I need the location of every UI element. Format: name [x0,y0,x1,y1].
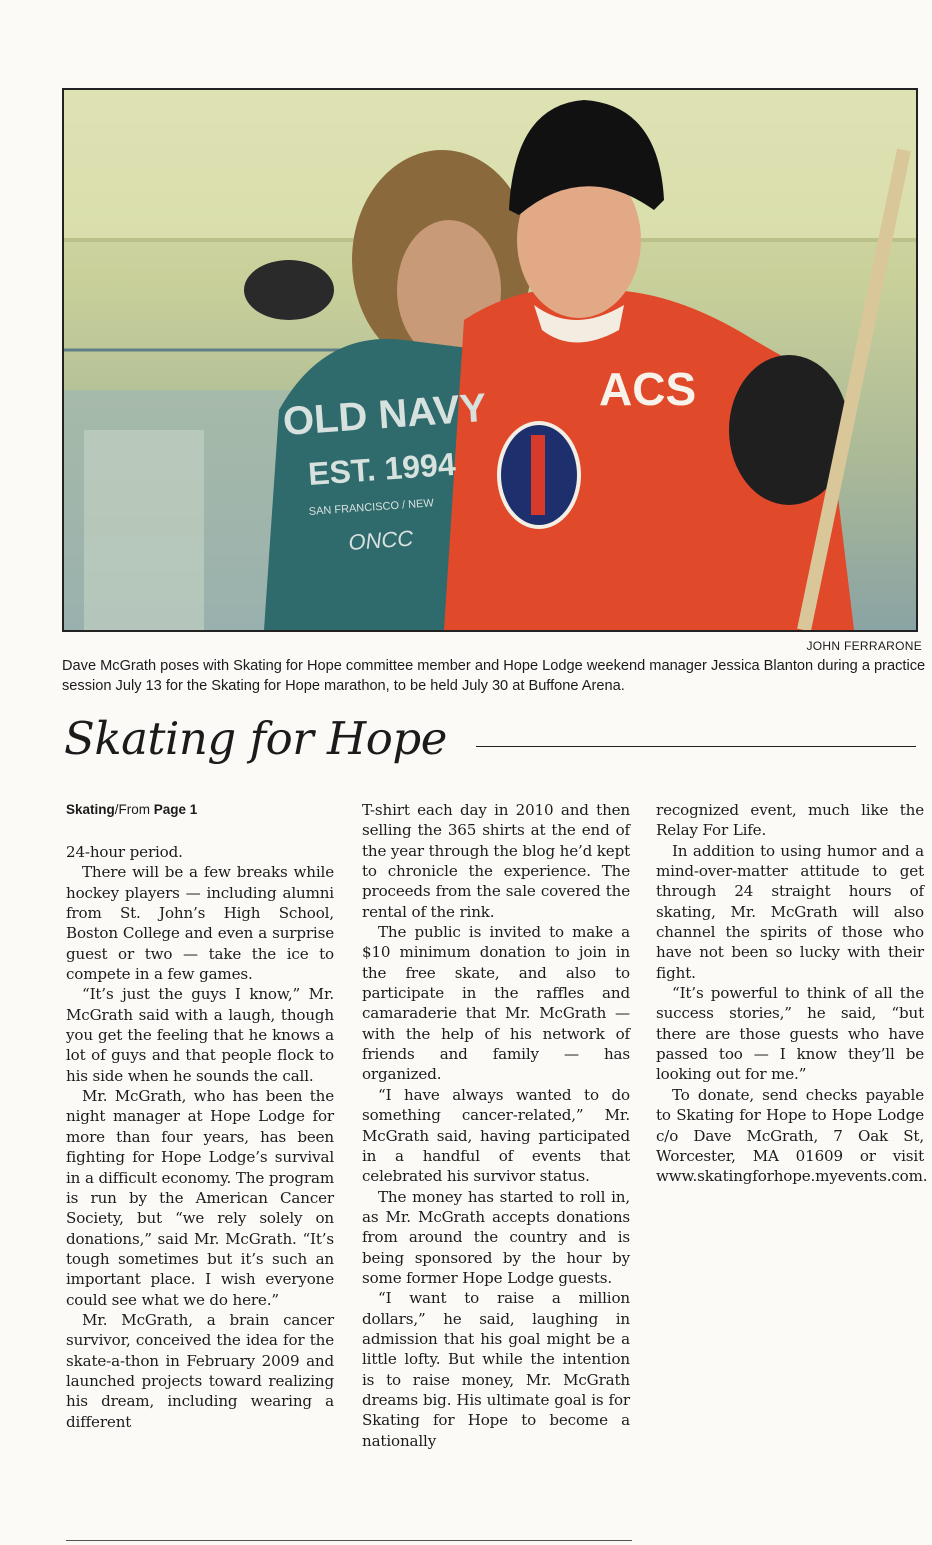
paragraph: “It’s just the guys I know,” Mr. McGrath said with a laugh, though you get the feeling that he knows a lot of guys and that people flock to his side when he sounds the call. [66,985,334,1085]
hoodie-text-city: SAN FRANCISCO / NEW [308,497,435,518]
paragraph: 24-hour period. [66,843,183,861]
article-column-1 [66,842,334,1432]
photo-illustration [64,90,916,630]
headline-rule [476,746,916,747]
hoodie-text-brand: OLD NAVY [281,385,488,444]
paragraph: To donate, send checks payable to Skating for Hope to Hope Lodge c/o Dave McGrath, 7 Oak St, Worcester, MA 01609 or visit www.skatingforhope.myevents.com. [656,1085,928,1186]
paragraph: “I have always wanted to do something cancer-related,” Mr. McGrath said, having participated in a handful of events that celebrated his survivor status. [362,1085,630,1186]
hoodie-text-est: EST. 1994 [306,445,457,492]
paragraph: There will be a few breaks while hockey players — including alumni from St. John’s High School, Boston College and even a surprise guest or two — take the ice to compete in a few games. [66,863,334,984]
jump-from: /From [114,802,154,817]
paragraph: Mr. McGrath, a brain cancer survivor, conceived the idea for the skate-a-thon in February 2009 and launched projects toward realizing his dream, including wearing a different [66,1310,334,1431]
jump-page: Page 1 [153,802,198,817]
paragraph: The money has started to roll in, as Mr. McGrath accepts donations from around the country and is being sponsored by the hour by some former Hope Lodge guests. [362,1187,630,1287]
bottom-rule [66,1540,632,1541]
article-photo [62,88,918,632]
jump-section: Skating [66,802,115,817]
hoodie-text-oncc: ONCC [347,525,414,555]
jump-line [66,802,197,817]
paragraph: Mr. McGrath, who has been the night manager at Hope Lodge for more than four years, has been fighting for Hope Lodge’s survival in a difficult economy. The program is run by the American Cancer Society, but “we rely solely on donations,” said Mr. McGrath. “It’s tough sometimes but it’s such an important place. I wish everyone could see what we do here.” [66,1087,334,1309]
photo-credit: JOHN FERRARONE [806,639,922,653]
article-column-3 [656,800,928,1187]
paragraph: “It’s powerful to think of all the success stories,” he said, “but there are those guests who have passed too — I know they’ll be looking out for me.” [656,984,924,1084]
photo-caption: Dave McGrath poses with Skating for Hope committee member and Hope Lodge weekend manager Jessica Blanton during a practice session July 13 for the Skating for Hope marathon, to be held July 30 at Buffone Arena. [62,658,926,694]
paragraph: The public is invited to make a $10 minimum donation to join in the free skate, and also to participate in the raffles and camaraderie that Mr. McGrath — with the help of his network of friends and family — has organized. [362,923,630,1084]
article-headline: Skating for Hope [64,712,447,765]
paragraph: recognized event, much like the Relay For Life. [656,801,924,840]
paragraph: “I want to raise a million dollars,” he said, laughing in admission that his goal might be a little lofty. But while the intention is to raise money, Mr. McGrath dreams big. His ultimate goal is for Skating for Hope to become a nationally [362,1289,630,1450]
jersey-text: ACS [599,363,697,415]
paragraph: T-shirt each day in 2010 and then selling the 365 shirts at the end of the year through the blog he’d kept to chronicle the experience. The proceeds from the sale covered the rental of the rink. [362,801,631,921]
article-column-2 [362,800,630,1451]
paragraph: In addition to using humor and a mind-over-matter attitude to get through 24 straight hours of skating, Mr. McGrath will also channel the spirits of those who have not been so lucky with their fight. [656,841,924,982]
